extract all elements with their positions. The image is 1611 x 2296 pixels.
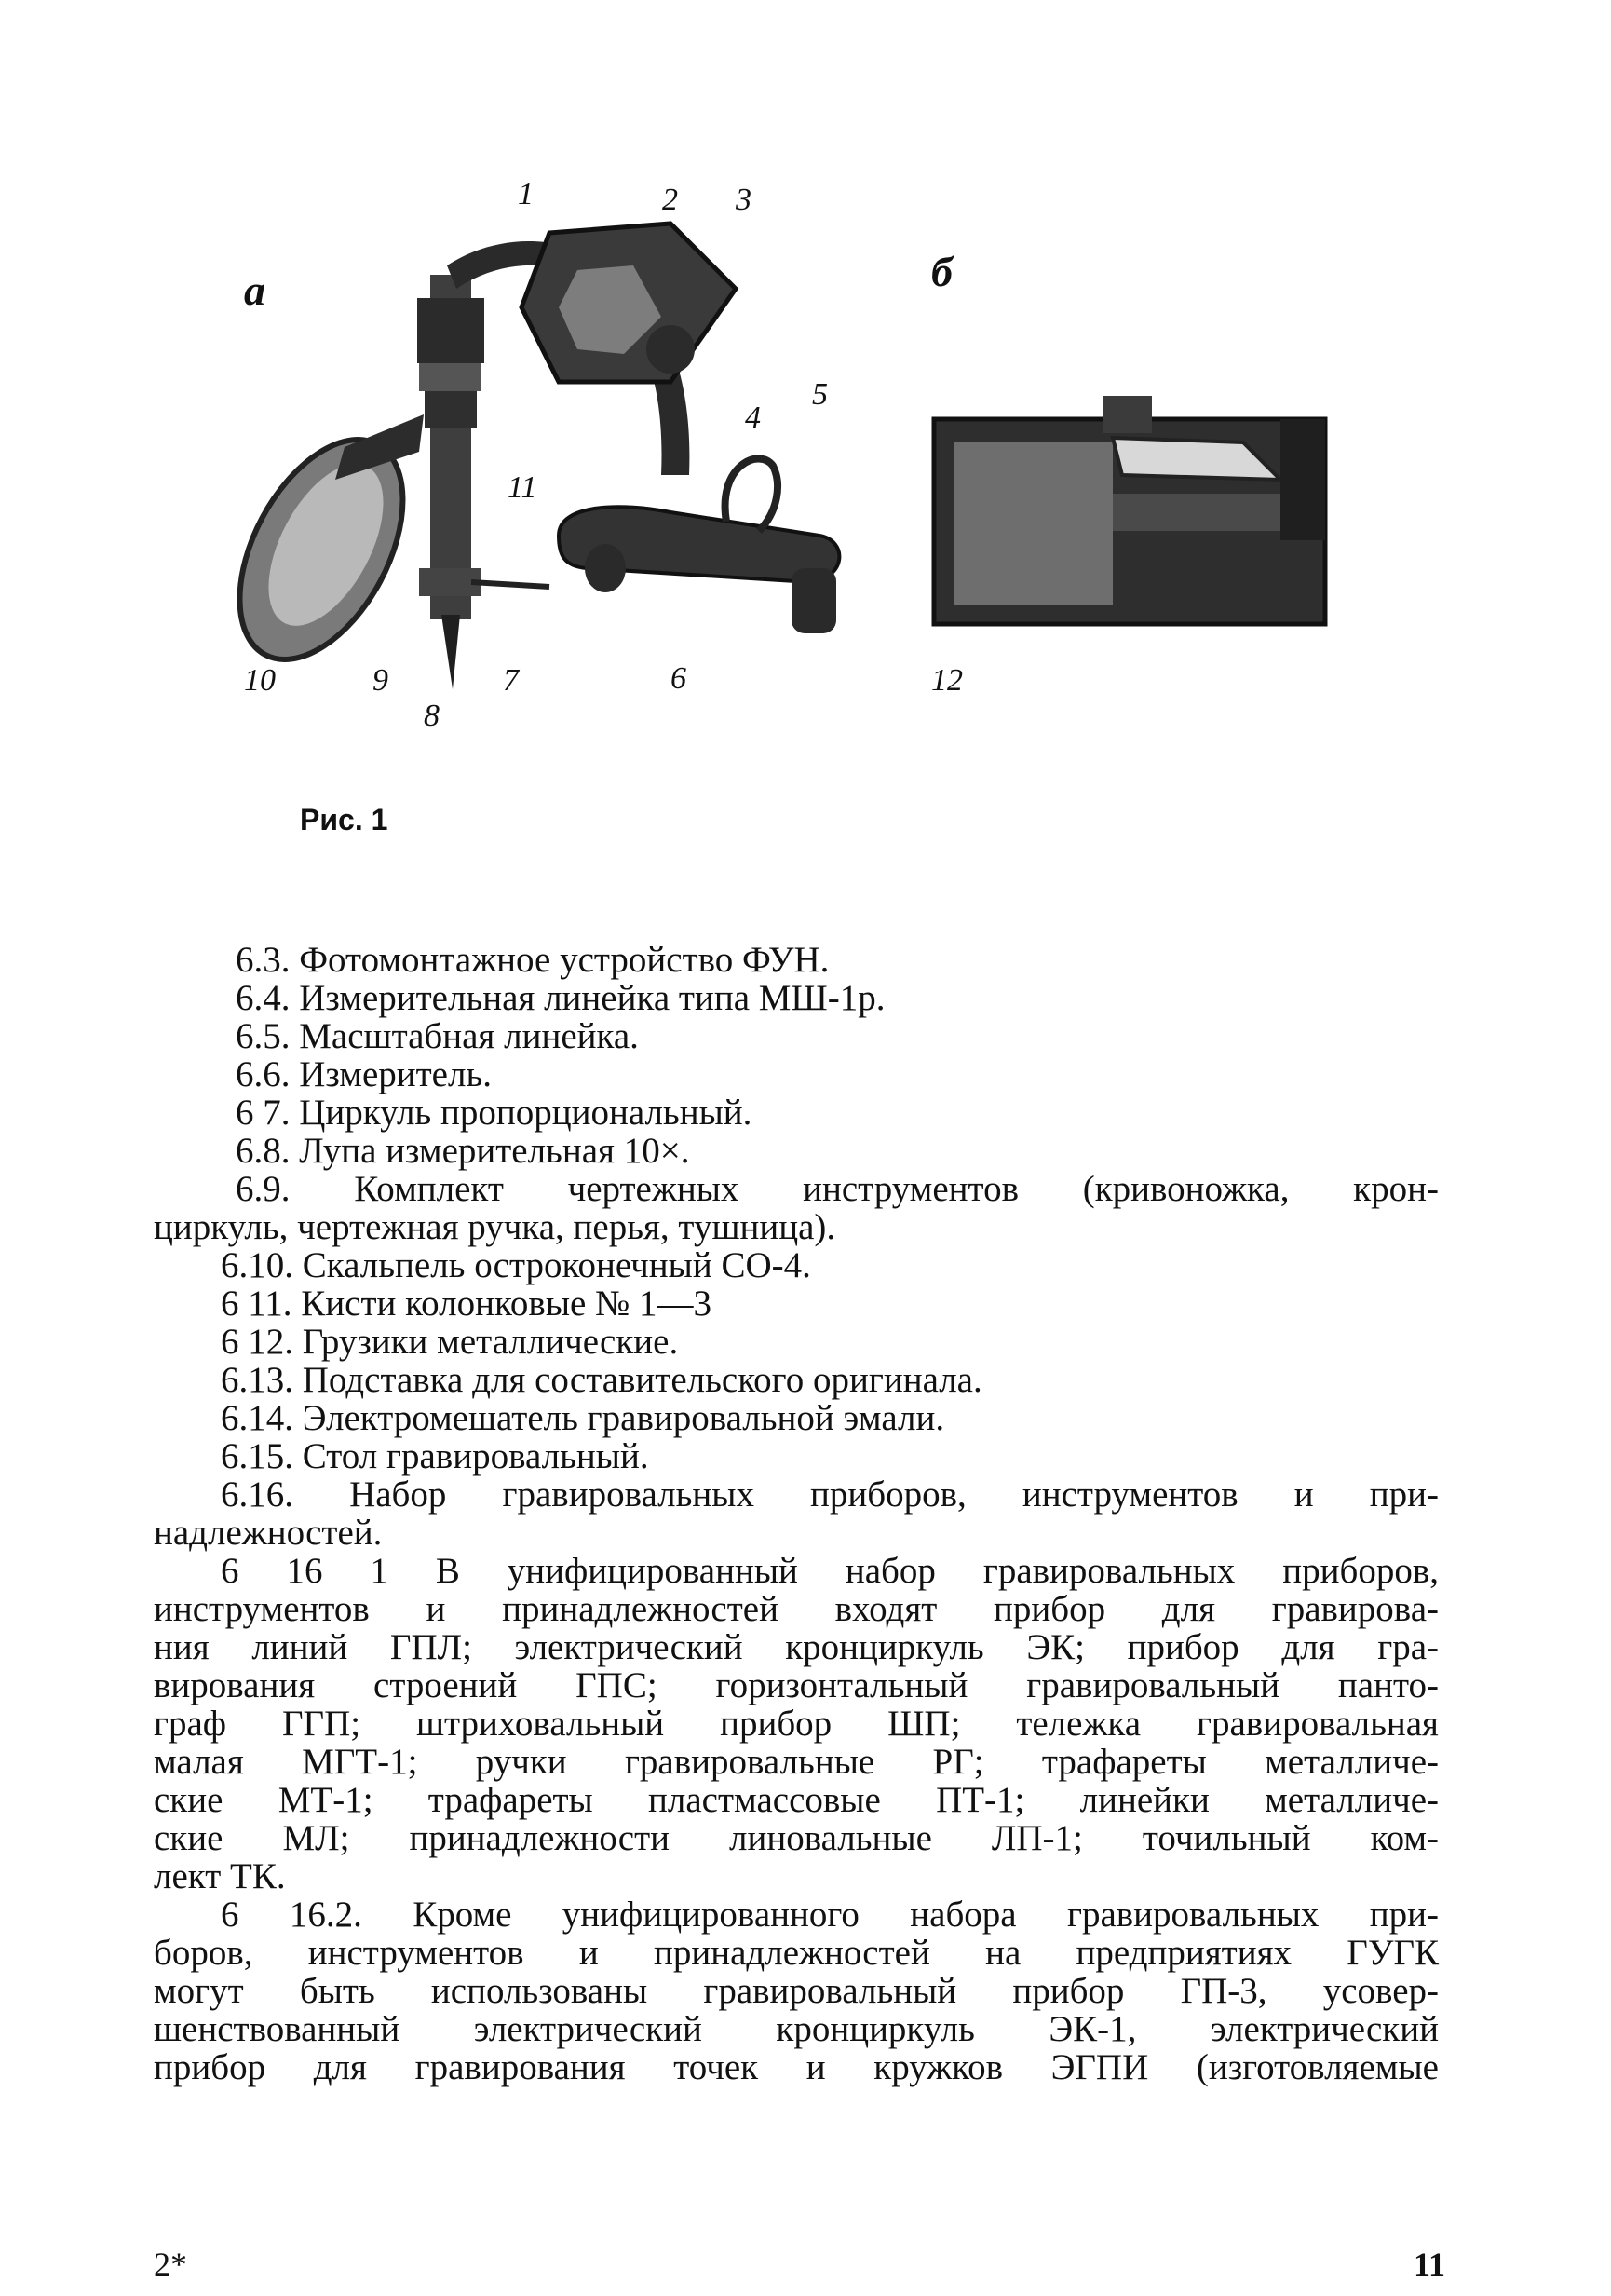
figure-panel-a-illustration <box>233 168 903 727</box>
body-text <box>154 941 1439 2086</box>
callout-5: 5 <box>812 377 828 412</box>
paragraph-line: могут быть использованы гравировальный прибор ГП-3, усовер- <box>154 1971 1439 2011</box>
list-item: 6 7. Циркуль пропорциональный. <box>236 1093 752 1133</box>
paragraph-line: лект ТК. <box>154 1856 286 1896</box>
list-item: 6.14. Электромешатель гравировальной эмали. <box>221 1398 945 1438</box>
signature-mark: 2* <box>154 2246 187 2283</box>
callout-9: 9 <box>372 663 388 698</box>
paragraph-line: ские МЛ; принадлежности линовальные ЛП-1; точильный ком- <box>154 1818 1439 1858</box>
figure-caption: Рис. 1 <box>300 803 388 836</box>
callout-1: 1 <box>518 177 534 211</box>
paragraph-line: прибор для гравирования точек и кружков ЭГПИ (изготовляемые <box>154 2047 1439 2087</box>
callout-3: 3 <box>736 183 751 217</box>
paragraph-line: граф ГГП; штриховальный прибор ШП; тележка гравировальная <box>154 1704 1439 1744</box>
callout-7: 7 <box>503 663 519 698</box>
list-item: 6.8. Лупа измерительная 10×. <box>236 1131 690 1171</box>
paragraph-line: вирования строений ГПС; горизонтальный гравировальный панто- <box>154 1665 1439 1705</box>
figure-panel-a-letter: а <box>244 266 265 314</box>
list-item: 6 12. Грузики металлические. <box>221 1322 679 1362</box>
paragraph-line: боров, инструментов и принадлежностей на предприятиях ГУГК <box>154 1933 1439 1973</box>
list-item-continuation: надлежностей. <box>154 1513 383 1553</box>
callout-4: 4 <box>745 401 761 435</box>
callout-8: 8 <box>424 699 440 733</box>
figure-1 <box>0 0 1611 894</box>
callout-6: 6 <box>670 661 686 696</box>
paragraph-line: шенствованный электрический кронциркуль ЭК-1, электрический <box>154 2009 1439 2049</box>
paragraph-line: 6 16 1 В унифицированный набор гравировальных приборов, <box>221 1551 1439 1591</box>
paragraph-line: инструментов и принадлежностей входят прибор для гравирова- <box>154 1589 1439 1629</box>
list-item: 6.10. Скальпель остроконечный СО-4. <box>221 1245 811 1285</box>
list-item: 6.4. Измерительная линейка типа МШ-1р. <box>236 978 886 1018</box>
list-item: 6.9. Комплект чертежных инструментов (кривоножка, крон- <box>236 1169 1439 1209</box>
callout-12: 12 <box>931 663 963 698</box>
callout-2: 2 <box>662 183 678 217</box>
figure-panel-b-illustration <box>927 391 1346 633</box>
list-item: 6.3. Фотомонтажное устройство ФУН. <box>236 940 830 980</box>
callout-10: 10 <box>244 663 276 698</box>
list-item-continuation: циркуль, чертежная ручка, перья, тушница). <box>154 1207 836 1247</box>
list-item: 6.13. Подставка для составительского оригинала. <box>221 1360 982 1400</box>
list-item: 6.6. Измеритель. <box>236 1054 492 1094</box>
callout-11: 11 <box>508 470 537 505</box>
list-item: 6.16. Набор гравировальных приборов, инструментов и при- <box>221 1474 1439 1515</box>
list-item: 6 11. Кисти колонковые № 1—3 <box>221 1284 712 1324</box>
paragraph-line: ские МТ-1; трафареты пластмассовые ПТ-1; линейки металличе- <box>154 1780 1439 1820</box>
paragraph-line: 6 16.2. Кроме унифицированного набора гравировальных при- <box>221 1895 1439 1935</box>
list-item: 6.5. Масштабная линейка. <box>236 1016 639 1056</box>
figure-panel-b-letter: б <box>931 248 953 295</box>
list-item: 6.15. Стол гравировальный. <box>221 1436 649 1476</box>
page-number: 11 <box>1414 2246 1446 2283</box>
paragraph-line: ния линий ГПЛ; электрический кронциркуль ЭК; прибор для гра- <box>154 1627 1439 1667</box>
paragraph-line: малая МГТ-1; ручки гравировальные РГ; трафареты металличе- <box>154 1742 1439 1782</box>
